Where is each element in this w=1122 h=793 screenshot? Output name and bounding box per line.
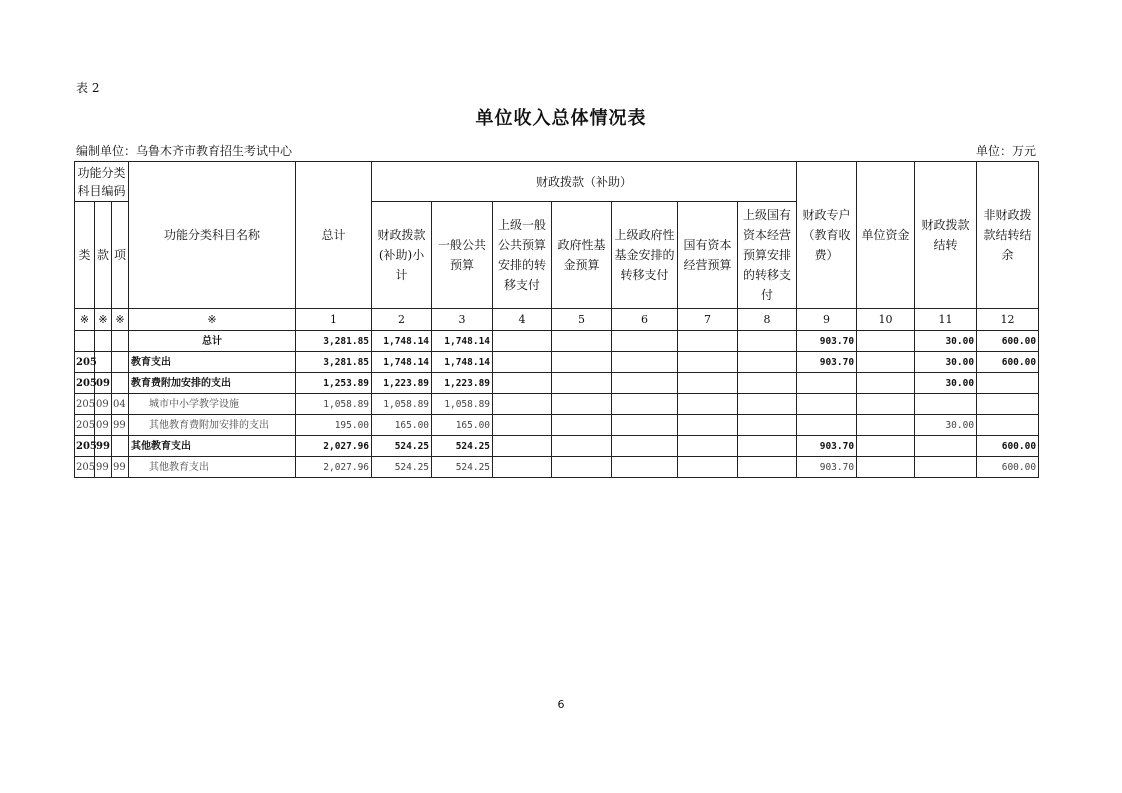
amount-c4	[493, 457, 552, 478]
amount-c11	[915, 436, 977, 457]
code-lei: 205	[75, 352, 95, 373]
item-name: 总计	[129, 331, 296, 352]
amount-c10	[857, 415, 915, 436]
amount-c5	[552, 436, 612, 457]
amount-c3: 1,748.14	[432, 352, 493, 373]
amount-c10	[857, 394, 915, 415]
header-func-name: 功能分类科目名称	[129, 162, 296, 309]
amount-c7	[678, 415, 738, 436]
header-state-capital-budget: 国有资本经营预算	[678, 202, 738, 309]
amount-c8	[738, 373, 797, 394]
header-upper-gov-fund-transfer: 上级政府性基金安排的转移支付	[612, 202, 678, 309]
amount-c2: 1,748.14	[372, 331, 432, 352]
amount-c4	[493, 415, 552, 436]
amount-c3: 524.25	[432, 436, 493, 457]
code-lei: 205	[75, 373, 95, 394]
index-cell: 9	[797, 309, 857, 331]
index-cell: ※	[112, 309, 129, 331]
table-row	[75, 394, 1039, 415]
code-lei: 205	[75, 415, 95, 436]
amount-c11: 30.00	[915, 373, 977, 394]
code-kuan	[95, 352, 112, 373]
header-fiscal-carryover: 财政拨款结转	[915, 162, 977, 309]
amount-c5	[552, 352, 612, 373]
amount-c1: 1,253.89	[296, 373, 372, 394]
amount-c1: 3,281.85	[296, 331, 372, 352]
header-unit-funds: 单位资金	[857, 162, 915, 309]
index-cell: 7	[678, 309, 738, 331]
amount-c6	[612, 436, 678, 457]
amount-c5	[552, 457, 612, 478]
code-kuan: 99	[95, 436, 112, 457]
code-xiang	[112, 331, 129, 352]
page-number: 6	[557, 698, 565, 711]
header-func-code: 功能分类科目编码	[75, 162, 129, 202]
amount-c2: 165.00	[372, 415, 432, 436]
amount-c2: 1,748.14	[372, 352, 432, 373]
item-name: 其他教育费附加安排的支出	[129, 415, 296, 436]
amount-c7	[678, 331, 738, 352]
header-special-fiscal: 财政专户（教育收费）	[797, 162, 857, 309]
code-kuan: 99	[95, 457, 112, 478]
amount-c7	[678, 373, 738, 394]
code-xiang: 99	[112, 415, 129, 436]
header-upper-state-capital-transfer: 上级国有资本经营预算安排的转移支付	[738, 202, 797, 309]
amount-c5	[552, 394, 612, 415]
amount-c3: 1,058.89	[432, 394, 493, 415]
amount-c2: 524.25	[372, 436, 432, 457]
header-upper-general-transfer: 上级一般公共预算安排的转移支付	[493, 202, 552, 309]
amount-c12	[977, 415, 1039, 436]
header-nonfiscal-carryover: 非财政拨款结转结余	[977, 162, 1039, 309]
header-kuan: 款	[95, 202, 112, 309]
header-fiscal-subtotal: 财政拨款(补助)小计	[372, 202, 432, 309]
item-name: 其他教育支出	[129, 457, 296, 478]
index-cell: ※	[95, 309, 112, 331]
amount-c4	[493, 436, 552, 457]
amount-c2: 1,223.89	[372, 373, 432, 394]
amount-c5	[552, 331, 612, 352]
code-lei: 205	[75, 394, 95, 415]
header-general-budget: 一般公共预算	[432, 202, 493, 309]
index-cell: 2	[372, 309, 432, 331]
amount-c3: 1,748.14	[432, 331, 493, 352]
header-fiscal-group: 财政拨款（补助）	[372, 162, 797, 202]
amount-c11: 30.00	[915, 331, 977, 352]
index-cell: 5	[552, 309, 612, 331]
code-kuan	[95, 331, 112, 352]
index-cell: 11	[915, 309, 977, 331]
amount-c6	[612, 352, 678, 373]
amount-c8	[738, 457, 797, 478]
code-xiang	[112, 373, 129, 394]
amount-c9: 903.70	[797, 457, 857, 478]
index-cell: 12	[977, 309, 1039, 331]
amount-c5	[552, 415, 612, 436]
amount-c7	[678, 394, 738, 415]
code-kuan: 09	[95, 394, 112, 415]
code-xiang	[112, 436, 129, 457]
index-cell: 3	[432, 309, 493, 331]
amount-c12: 600.00	[977, 436, 1039, 457]
amount-c4	[493, 352, 552, 373]
amount-c3: 524.25	[432, 457, 493, 478]
amount-c11: 30.00	[915, 415, 977, 436]
header-row-1	[75, 162, 1039, 202]
amount-c3: 1,223.89	[432, 373, 493, 394]
amount-c4	[493, 394, 552, 415]
index-cell: 1	[296, 309, 372, 331]
column-index-row	[75, 309, 1039, 331]
amount-c9: 903.70	[797, 436, 857, 457]
header-total: 总计	[296, 162, 372, 309]
amount-c10	[857, 457, 915, 478]
header-lei: 类	[75, 202, 95, 309]
amount-c9: 903.70	[797, 331, 857, 352]
amount-c7	[678, 457, 738, 478]
amount-c2: 1,058.89	[372, 394, 432, 415]
amount-c9	[797, 373, 857, 394]
amount-c1: 2,027.96	[296, 457, 372, 478]
amount-c10	[857, 373, 915, 394]
amount-c6	[612, 331, 678, 352]
amount-c6	[612, 394, 678, 415]
amount-c3: 165.00	[432, 415, 493, 436]
amount-c12: 600.00	[977, 331, 1039, 352]
code-xiang: 99	[112, 457, 129, 478]
amount-c12	[977, 394, 1039, 415]
unit-label: 单位：万元	[975, 144, 1036, 158]
amount-c9: 903.70	[797, 352, 857, 373]
amount-c1: 2,027.96	[296, 436, 372, 457]
amount-c11	[915, 457, 977, 478]
amount-c12	[977, 373, 1039, 394]
amount-c1: 3,281.85	[296, 352, 372, 373]
code-kuan: 09	[95, 373, 112, 394]
item-name: 其他教育支出	[129, 436, 296, 457]
code-lei	[75, 331, 95, 352]
code-lei: 205	[75, 436, 95, 457]
table-row	[75, 331, 1039, 352]
amount-c4	[493, 373, 552, 394]
amount-c1: 1,058.89	[296, 394, 372, 415]
amount-c12: 600.00	[977, 352, 1039, 373]
amount-c10	[857, 436, 915, 457]
amount-c11: 30.00	[915, 352, 977, 373]
amount-c11	[915, 394, 977, 415]
code-xiang: 04	[112, 394, 129, 415]
table-row	[75, 457, 1039, 478]
amount-c4	[493, 331, 552, 352]
index-cell: 8	[738, 309, 797, 331]
index-cell: 4	[493, 309, 552, 331]
code-kuan: 09	[95, 415, 112, 436]
header-gov-fund-budget: 政府性基金预算	[552, 202, 612, 309]
table-row	[75, 373, 1039, 394]
table-label: 表 2	[76, 81, 100, 95]
amount-c6	[612, 457, 678, 478]
amount-c8	[738, 352, 797, 373]
item-name: 教育费附加安排的支出	[129, 373, 296, 394]
amount-c6	[612, 415, 678, 436]
index-cell: ※	[75, 309, 95, 331]
index-cell: 6	[612, 309, 678, 331]
amount-c2: 524.25	[372, 457, 432, 478]
index-cell: 10	[857, 309, 915, 331]
item-name: 教育支出	[129, 352, 296, 373]
index-cell: ※	[129, 309, 296, 331]
header-xiang: 项	[112, 202, 129, 309]
amount-c1: 195.00	[296, 415, 372, 436]
amount-c8	[738, 436, 797, 457]
amount-c8	[738, 394, 797, 415]
income-summary-table	[74, 161, 1039, 478]
amount-c5	[552, 373, 612, 394]
amount-c6	[612, 373, 678, 394]
org-name: 编制单位：乌鲁木齐市教育招生考试中心	[76, 144, 293, 158]
amount-c10	[857, 352, 915, 373]
amount-c10	[857, 331, 915, 352]
amount-c7	[678, 436, 738, 457]
item-name: 城市中小学教学设施	[129, 394, 296, 415]
code-lei: 205	[75, 457, 95, 478]
amount-c8	[738, 415, 797, 436]
table-row	[75, 352, 1039, 373]
code-xiang	[112, 352, 129, 373]
amount-c12: 600.00	[977, 457, 1039, 478]
table-row	[75, 415, 1039, 436]
table-row	[75, 436, 1039, 457]
amount-c9	[797, 394, 857, 415]
page-title: 单位收入总体情况表	[475, 108, 647, 129]
amount-c8	[738, 331, 797, 352]
amount-c9	[797, 415, 857, 436]
amount-c7	[678, 352, 738, 373]
